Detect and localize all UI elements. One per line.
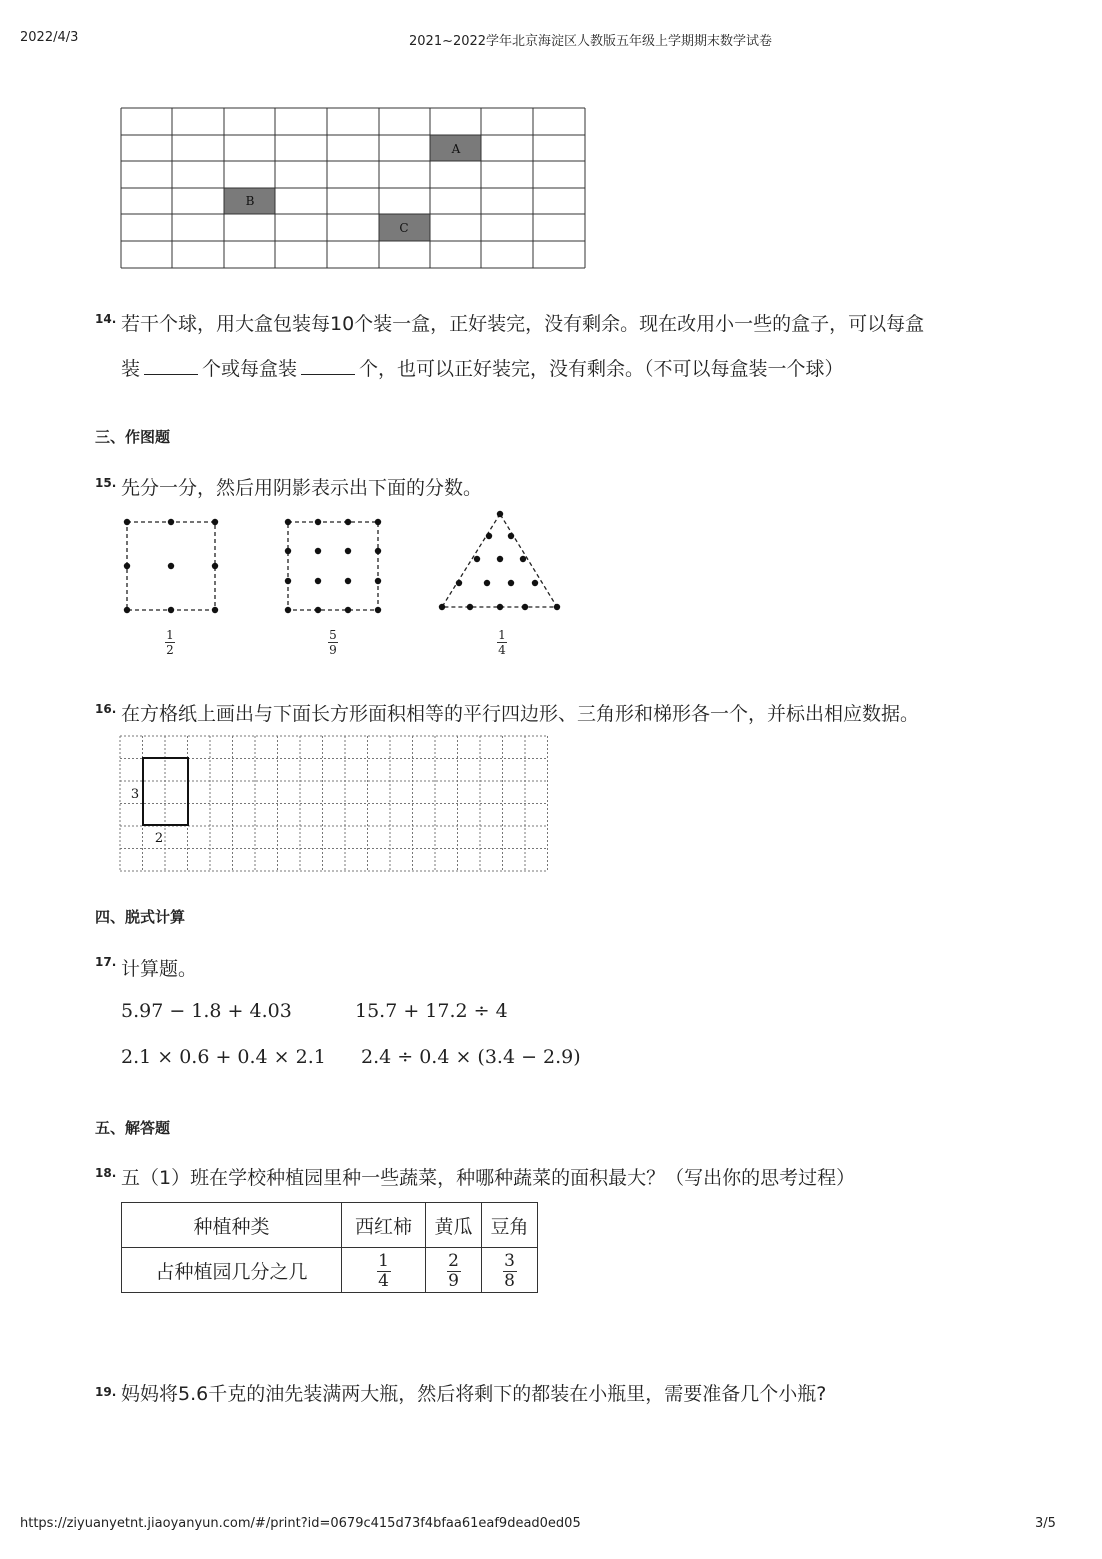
- label-b: B: [245, 194, 255, 208]
- denominator: 4: [378, 1271, 389, 1291]
- q14-line1: 若干个球，用大盒包装每10个装一盒，正好装完，没有剩余。现在改用小一些的盒子，可以每盒: [121, 313, 925, 335]
- numerator: 2: [448, 1251, 459, 1271]
- q18-text: 五（1）班在学校种植园里种一些蔬菜，种哪种蔬菜的面积最大？（写出你的思考过程）: [121, 1167, 856, 1189]
- fraction-five-ninths: [328, 628, 338, 657]
- table-header: 占种植园几分之几: [122, 1248, 342, 1293]
- expression-2: 15.7 + 17.2 ÷ 4: [355, 1000, 508, 1022]
- question-number: 14.: [95, 312, 117, 326]
- table-cell: 豆角: [482, 1203, 538, 1248]
- denominator: 9: [329, 643, 337, 657]
- numerator: 3: [504, 1251, 515, 1271]
- table-cell: 西红柿: [342, 1203, 426, 1248]
- expression-3: 2.1 × 0.6 + 0.4 × 2.1: [121, 1046, 326, 1068]
- table-cell: [482, 1248, 538, 1293]
- q15-text: 先分一分，然后用阴影表示出下面的分数。: [121, 477, 483, 499]
- fraction-one-half: [165, 628, 175, 657]
- question-number: 18.: [95, 1166, 117, 1180]
- q14-text-c: 个，也可以正好装完，没有剩余。（不可以每盒装一个球）: [359, 358, 844, 380]
- graph-paper: [119, 735, 555, 873]
- section-title: 三、作图题: [95, 428, 171, 446]
- question-number: 15.: [95, 476, 117, 490]
- dot-triangle: [439, 511, 560, 610]
- q14-line2: [121, 355, 844, 383]
- answer-blank-1[interactable]: [144, 356, 198, 375]
- section-title: 五、解答题: [95, 1119, 171, 1137]
- question-number: 16.: [95, 702, 117, 716]
- table-header: 种植种类: [122, 1203, 342, 1248]
- dot-grid-square: [285, 519, 381, 613]
- print-date: 2022/4/3: [20, 30, 79, 45]
- label-c: C: [399, 221, 409, 235]
- question-number: 17.: [95, 955, 117, 969]
- dot-figures: [115, 505, 575, 620]
- dot-square: [124, 519, 218, 613]
- label-a: A: [451, 142, 461, 156]
- footer-url[interactable]: https://ziyuanyetnt.jiaoyanyun.com/#/print?id=0679c415d73f4bfaa61eaf9dead0ed05: [20, 1516, 581, 1531]
- numerator: 5: [329, 628, 337, 642]
- denominator: 9: [448, 1271, 459, 1291]
- numerator: 1: [498, 628, 506, 642]
- expression-4: 2.4 ÷ 0.4 × (3.4 − 2.9): [361, 1046, 581, 1068]
- table-cell: 黄瓜: [426, 1203, 482, 1248]
- table-row: [122, 1248, 538, 1293]
- vegetable-table: [121, 1202, 538, 1293]
- table-cell: [426, 1248, 482, 1293]
- width-label: 2: [154, 831, 164, 846]
- q14-text-a: 装: [121, 358, 141, 380]
- table-row: [122, 1203, 538, 1248]
- position-grid: [120, 107, 588, 271]
- numerator: 1: [378, 1251, 389, 1271]
- expression-1: 5.97 − 1.8 + 4.03: [121, 1000, 292, 1022]
- q16-text: 在方格纸上画出与下面长方形面积相等的平行四边形、三角形和梯形各一个，并标出相应数据。: [121, 703, 920, 725]
- denominator: 2: [166, 643, 174, 657]
- denominator: 4: [498, 643, 506, 657]
- section-title: 四、脱式计算: [95, 908, 186, 926]
- numerator: 1: [166, 628, 174, 642]
- fraction-one-quarter: [497, 628, 507, 657]
- q17-text: 计算题。: [121, 958, 198, 980]
- denominator: 8: [504, 1271, 515, 1291]
- table-cell: [342, 1248, 426, 1293]
- question-number: 19.: [95, 1385, 117, 1399]
- page-number: 3/5: [1035, 1516, 1056, 1531]
- answer-blank-2[interactable]: [301, 356, 355, 375]
- height-label: 3: [130, 787, 140, 802]
- q14-text-b: 个或每盒装: [202, 358, 298, 380]
- q19-text: 妈妈将5.6千克的油先装满两大瓶，然后将剩下的都装在小瓶里，需要准备几个小瓶?: [121, 1383, 827, 1405]
- page-title: 2021~2022学年北京海淀区人教版五年级上学期期末数学试卷: [409, 34, 773, 49]
